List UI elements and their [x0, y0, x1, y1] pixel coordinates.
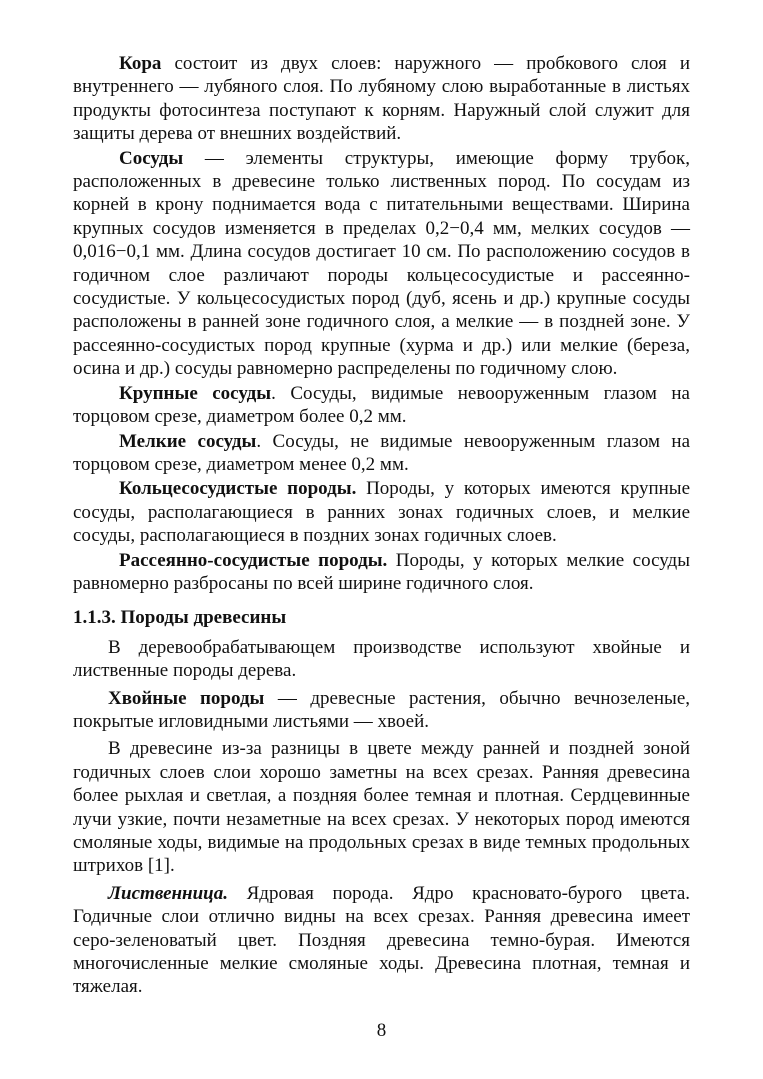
definition-text: — элементы структуры, имеющие форму трубок, расположенных в древесине только лиственных пород. По сосудам из корней в крону поднимается вода с питательными веществами. Ширина крупных сосудов изменяется в пределах 0,2−0,4 мм, мелких сосудов — 0,016−0,1 мм. Длина сосудов достигает 10 см. По расположению сосудов в годичном слое различают породы кольцесосудистые и рассеянно-сосудистые. У кольцесосудистых пород (дуб, ясень и др.) крупные сосуды расположены в ранней зоне годичного слоя, а мелкие — в поздней зоне. У рассеянно-сосудистых пород крупные (хурма и др.) или мелкие (береза, осина и др.) сосуды равномерно распределены по годичному слою.: [73, 147, 690, 380]
definition-diffuse-porous: [73, 549, 690, 596]
definition-bark: [73, 52, 690, 146]
section-heading: 1.1.3. Породы древесины: [73, 607, 287, 629]
definition-ring-porous: [73, 477, 690, 547]
definition-text: . Сосуды, видимые невооруженным глазом на торцовом срезе, диаметром более 0,2 мм.: [73, 382, 690, 428]
definition-text: Породы, у которых имеются крупные сосуды, располагающиеся в ранних зонах годичных слоев, и мелкие сосуды, располагающиеся в поздних зонах годичных слоев.: [73, 478, 691, 547]
term-bark: Кора: [119, 53, 162, 74]
definition-large-vessels: [73, 382, 690, 429]
term-small-vessels: Мелкие сосуды: [119, 430, 257, 452]
conifers-paragraph: [73, 687, 690, 734]
term-conifers: Хвойные породы: [108, 687, 265, 709]
larch-text: Ядровая порода. Ядро красновато-бурого цвета. Годичные слои отлично видны на всех срезах. Ранняя древесина имеет серо-зеленоватый цвет. Поздняя древесина темно-бурая. Имеются многочисленные мелкие смоляные ходы. Древесина плотная, темная и тяжелая.: [73, 882, 690, 998]
term-ring-porous: Кольцесосудистые породы.: [119, 478, 357, 500]
definition-small-vessels: [73, 430, 690, 477]
term-vessels: Сосуды: [119, 147, 184, 169]
definition-text: . Сосуды, не видимые невооруженным глазом на торцовом срезе, диаметром менее 0,2 мм.: [73, 430, 691, 475]
conifers-text: — древесные растения, обычно вечнозеленые, покрытые игловидными листьями — хвоей.: [73, 687, 691, 732]
term-large-vessels: Крупные сосуды: [119, 382, 272, 404]
wood-description: В древесине из-за разницы в цвете между ранней и поздней зоной годичных слоев слои хорошо заметны на всех срезах. Ранняя древесина более рыхлая и светлая, а поздняя более темная и плотная. Сердцевинные лучи узкие, почти незаметные на всех срезах. У некоторых пород имеются смоляные ходы, видимые на продольных срезах в виде темных продольных штрихов [1].: [73, 738, 690, 877]
page-body: [73, 52, 690, 999]
term-diffuse-porous: Рассеянно-сосудистые породы.: [119, 549, 388, 571]
definition-text: Породы, у которых мелкие сосуды равномерно разбросаны по всей ширине годичного слоя.: [73, 549, 690, 594]
term-larch: Лиственница.: [108, 882, 228, 904]
section-intro: В деревообрабатывающем производстве используют хвойные и лиственные породы дерева.: [73, 636, 690, 682]
page-number: 8: [376, 1020, 387, 1041]
larch-paragraph: [73, 882, 690, 999]
definition-vessels: [73, 147, 690, 381]
definition-text: состоит из двух слоев: наружного — пробкового слоя и внутреннего — лубяного слоя. По лубяному слою выработанные в листьях продукты фотосинтеза поступают к корням. Наружный слой служит для защиты дерева от внешних воздействий.: [73, 53, 690, 145]
